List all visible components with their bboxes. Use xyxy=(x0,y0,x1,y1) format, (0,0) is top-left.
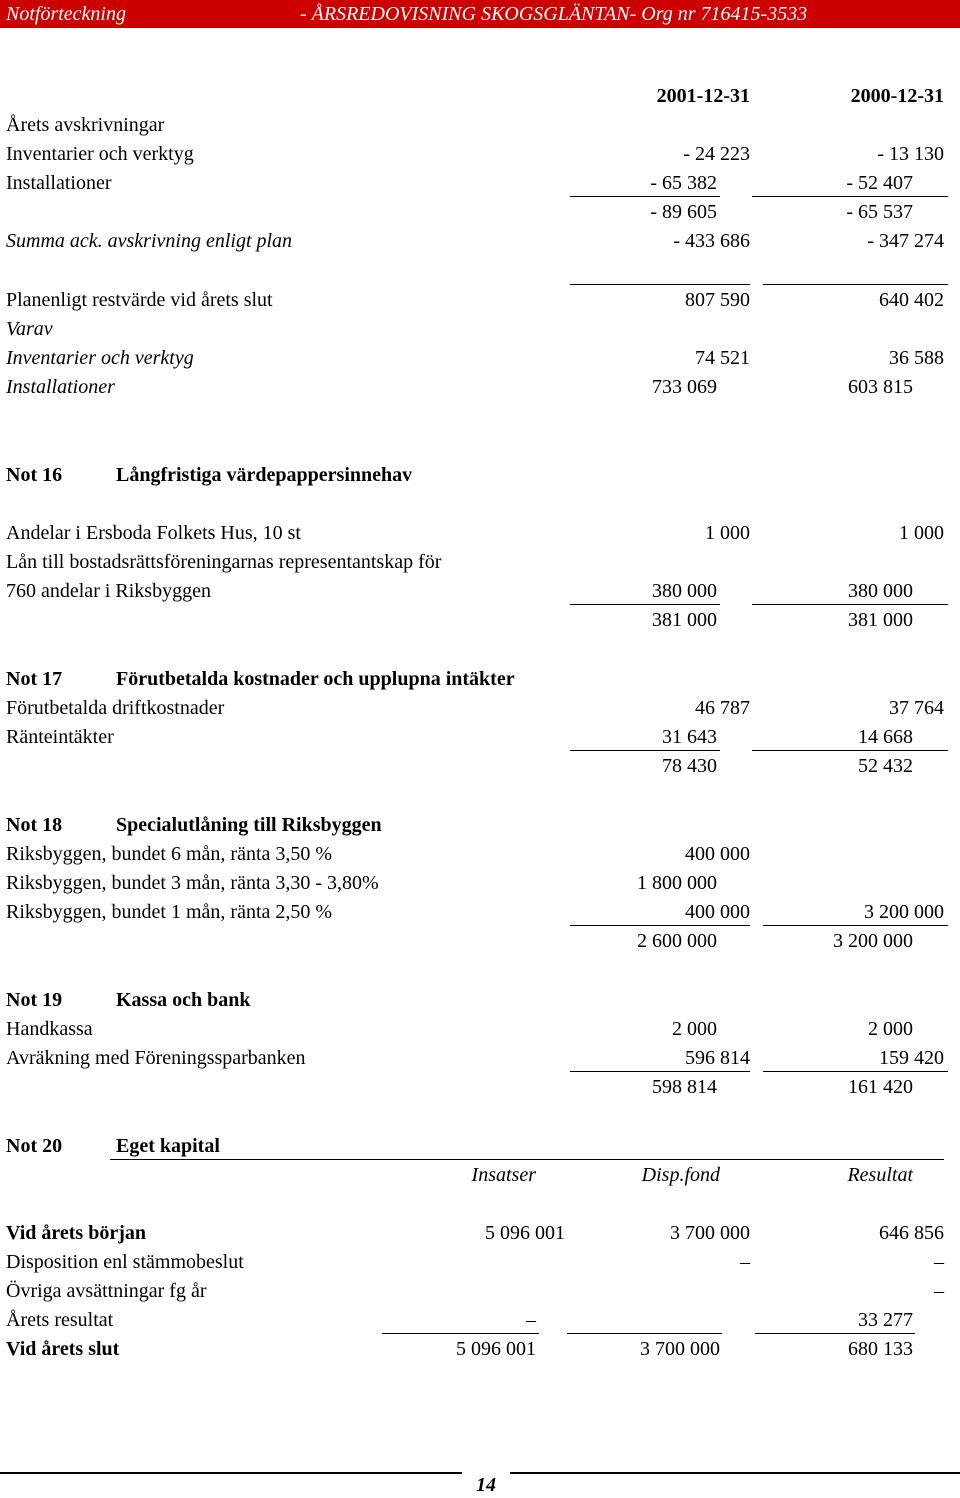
note-row-2000: 3 200 000 xyxy=(864,901,944,923)
note-row-2001: 400 000 xyxy=(685,843,750,865)
header-right: - ÅRSREDOVISNING SKOGSGLÄNTAN- Org nr 716415-3533 xyxy=(300,3,808,25)
equity-row-insatser: – xyxy=(526,1309,536,1331)
note-number: Not 17 xyxy=(6,668,63,690)
note-total-2001: 381 000 xyxy=(652,609,717,631)
note-row-2001: 1 800 000 xyxy=(637,872,717,894)
equity-row-label: Övriga avsättningar fg år xyxy=(6,1280,207,1302)
sum-rule xyxy=(570,604,720,605)
note-row-label: Förutbetalda driftkostnader xyxy=(6,697,225,719)
residual-2001: 807 590 xyxy=(685,289,750,311)
note-row-2000: 14 668 xyxy=(858,726,913,748)
note-row-label: Andelar i Ersboda Folkets Hus, 10 st xyxy=(6,522,301,544)
note-row-label: Handkassa xyxy=(6,1018,93,1040)
depreciation-row-2001: - 24 223 xyxy=(683,143,750,165)
equity-row-resultat: 646 856 xyxy=(879,1222,944,1244)
equity-row-resultat: – xyxy=(934,1251,944,1273)
equity-row-dispfond: 3 700 000 xyxy=(670,1222,750,1244)
sum-rule xyxy=(752,196,948,197)
title-rule xyxy=(110,1159,944,1160)
sum-rule xyxy=(763,284,948,285)
note-row-2000: 2 000 xyxy=(868,1018,913,1040)
residual-row-2001: 733 069 xyxy=(652,376,717,398)
accumulated-depreciation-2001: - 433 686 xyxy=(673,230,750,252)
sum-rule xyxy=(382,1333,539,1334)
sum-rule xyxy=(570,1071,750,1072)
sum-rule xyxy=(570,284,750,285)
note-title: Kassa och bank xyxy=(116,989,251,1011)
depreciation-row-2000: - 13 130 xyxy=(877,143,944,165)
note-number: Not 19 xyxy=(6,989,63,1011)
accumulated-depreciation-label: Summa ack. avskrivning enligt plan xyxy=(6,230,293,252)
equity-row-label: Årets resultat xyxy=(6,1309,114,1331)
note-row-2001: 1 000 xyxy=(705,522,750,544)
note-number: Not 16 xyxy=(6,464,63,486)
note-row-label: Riksbyggen, bundet 3 mån, ränta 3,30 - 3,80% xyxy=(6,872,379,894)
note-total-2000: 161 420 xyxy=(848,1076,913,1098)
note-row-2000: 380 000 xyxy=(848,580,913,602)
residual-row-2000: 36 588 xyxy=(889,347,944,369)
note-row-2001: 400 000 xyxy=(685,901,750,923)
note-row-2001: 31 643 xyxy=(662,726,717,748)
depreciation-row-2000: - 52 407 xyxy=(846,172,913,194)
note-title: Eget kapital xyxy=(116,1135,220,1157)
note-row-2001: 596 814 xyxy=(685,1047,750,1069)
of-which-label: Varav xyxy=(6,318,53,340)
page-number: 14 xyxy=(462,1472,510,1498)
residual-row-label: Inventarier och verktyg xyxy=(6,347,194,369)
sum-rule xyxy=(570,196,720,197)
equity-header-resultat: Resultat xyxy=(847,1164,913,1186)
note-row-label: Ränteintäkter xyxy=(6,726,114,748)
sum-rule xyxy=(763,1071,948,1072)
sum-rule xyxy=(570,750,720,751)
residual-row-2000: 603 815 xyxy=(848,376,913,398)
note-total-2001: 78 430 xyxy=(662,755,717,777)
note-total-2001: 2 600 000 xyxy=(637,930,717,952)
equity-row-dispfond: – xyxy=(740,1251,750,1273)
equity-row-resultat: 680 133 xyxy=(848,1338,913,1360)
note-row-label: Riksbyggen, bundet 1 mån, ränta 2,50 % xyxy=(6,901,333,923)
note-row-label: Avräkning med Föreningssparbanken xyxy=(6,1047,306,1069)
note-row-2000: 37 764 xyxy=(889,697,944,719)
note-total-2000: 52 432 xyxy=(858,755,913,777)
note-row-2001: 380 000 xyxy=(652,580,717,602)
depreciation-row-label: Installationer xyxy=(6,172,112,194)
depreciation-subtotal-2000: - 65 537 xyxy=(846,201,913,223)
note-row-2001: 2 000 xyxy=(672,1018,717,1040)
note-row-2000: 1 000 xyxy=(899,522,944,544)
depreciation-subtotal-2001: - 89 605 xyxy=(650,201,717,223)
equity-row-resultat: – xyxy=(934,1280,944,1302)
column-header-2001: 2001-12-31 xyxy=(656,85,750,107)
equity-header-insatser: Insatser xyxy=(471,1164,536,1186)
note-row-2001: 46 787 xyxy=(695,697,750,719)
note-row-label: 760 andelar i Riksbyggen xyxy=(6,580,211,602)
note-number: Not 18 xyxy=(6,814,63,836)
equity-row-label: Vid årets början xyxy=(6,1222,146,1244)
note-row-2000: 159 420 xyxy=(879,1047,944,1069)
depreciation-row-label: Inventarier och verktyg xyxy=(6,143,194,165)
residual-row-2001: 74 521 xyxy=(695,347,750,369)
sum-rule xyxy=(567,1333,722,1334)
note-total-2000: 381 000 xyxy=(848,609,913,631)
page-header xyxy=(0,0,960,28)
sum-rule xyxy=(570,925,750,926)
sum-rule xyxy=(755,1333,915,1334)
note-title: Långfristiga värdepappersinnehav xyxy=(116,464,413,486)
equity-row-label: Vid årets slut xyxy=(6,1338,120,1360)
residual-label: Planenligt restvärde vid årets slut xyxy=(6,289,273,311)
sum-rule xyxy=(763,925,948,926)
sum-rule xyxy=(752,604,948,605)
note-total-2000: 3 200 000 xyxy=(833,930,913,952)
depreciation-title: Årets avskrivningar xyxy=(6,114,165,136)
equity-row-label: Disposition enl stämmobeslut xyxy=(6,1251,244,1273)
depreciation-row-2001: - 65 382 xyxy=(650,172,717,194)
accumulated-depreciation-2000: - 347 274 xyxy=(867,230,944,252)
header-left: Notförteckning xyxy=(6,3,126,25)
residual-row-label: Installationer xyxy=(6,376,115,398)
equity-row-resultat: 33 277 xyxy=(858,1309,913,1331)
note-row-label: Riksbyggen, bundet 6 mån, ränta 3,50 % xyxy=(6,843,333,865)
equity-header-dispfond: Disp.fond xyxy=(641,1164,720,1186)
note-title: Specialutlåning till Riksbyggen xyxy=(116,814,382,836)
note-number: Not 20 xyxy=(6,1135,63,1157)
sum-rule xyxy=(752,750,948,751)
equity-row-insatser: 5 096 001 xyxy=(456,1338,536,1360)
note-total-2001: 598 814 xyxy=(652,1076,717,1098)
note-row-label: Lån till bostadsrättsföreningarnas representantskap för xyxy=(6,551,442,573)
column-header-2000: 2000-12-31 xyxy=(850,85,944,107)
note-title: Förutbetalda kostnader och upplupna intäkter xyxy=(116,668,515,690)
equity-row-insatser: 5 096 001 xyxy=(485,1222,565,1244)
equity-row-dispfond: 3 700 000 xyxy=(640,1338,720,1360)
residual-2000: 640 402 xyxy=(879,289,944,311)
